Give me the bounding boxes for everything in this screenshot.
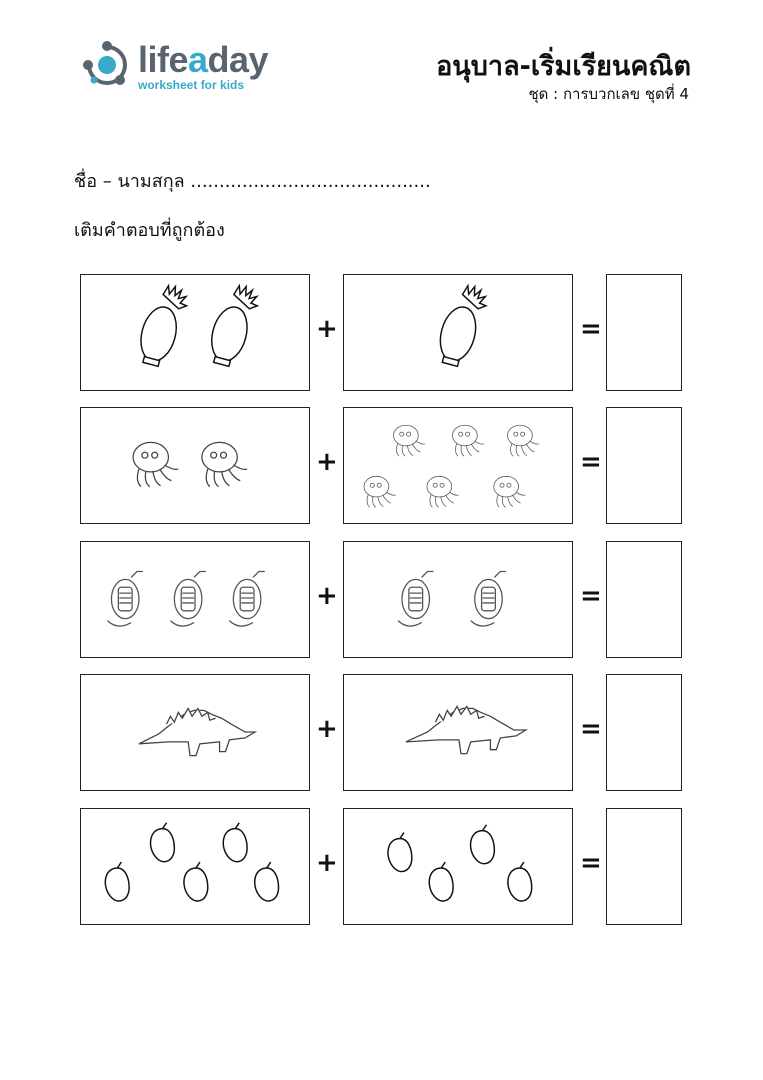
name-field[interactable]: ชื่อ – นามสกุล .......................................... [74,171,431,192]
problem-row-4 [80,674,683,791]
instruction-text: เติมคำตอบที่ถูกต้อง [74,220,225,241]
equals-sign: = [580,714,602,744]
equals-sign: = [580,581,602,611]
problem-row-2 [80,407,683,524]
answer-box[interactable] [606,407,682,524]
plus-sign: + [316,314,338,344]
brand-name: lifeaday [138,39,269,80]
pineapple-icon [344,275,572,390]
plus-sign: + [316,848,338,878]
french-horn-icon [81,542,309,657]
answer-box[interactable] [606,808,682,925]
equals-sign: = [580,848,602,878]
pineapple-icon [81,275,309,390]
stegosaurus-icon [344,675,572,790]
brand-logo [80,38,280,98]
right-picture-box [343,407,573,524]
mango-icon [344,809,572,924]
mango-icon [81,809,309,924]
problem-row-3 [80,541,683,658]
right-picture-box [343,674,573,791]
right-picture-box [343,808,573,925]
right-picture-box [343,274,573,391]
answer-box[interactable] [606,541,682,658]
octopus-icon [81,408,309,523]
answer-box[interactable] [606,674,682,791]
problem-row-5 [80,808,683,925]
answer-box[interactable] [606,274,682,391]
octopus-icon [344,408,572,523]
left-picture-box [80,808,310,925]
right-picture-box [343,541,573,658]
left-picture-box [80,407,310,524]
problem-row-1 [80,274,683,391]
page-title: อนุบาล-เริ่มเรียนคณิต [436,51,691,82]
stegosaurus-icon [81,675,309,790]
left-picture-box [80,674,310,791]
logo-mark-icon [80,38,134,92]
french-horn-icon [344,542,572,657]
plus-sign: + [316,714,338,744]
plus-sign: + [316,447,338,477]
plus-sign: + [316,581,338,611]
page-subtitle: ชุด : การบวกเลข ชุดที่ 4 [528,85,689,103]
left-picture-box [80,541,310,658]
brand-tagline: worksheet for kids [138,78,245,92]
left-picture-box [80,274,310,391]
equals-sign: = [580,447,602,477]
equals-sign: = [580,314,602,344]
